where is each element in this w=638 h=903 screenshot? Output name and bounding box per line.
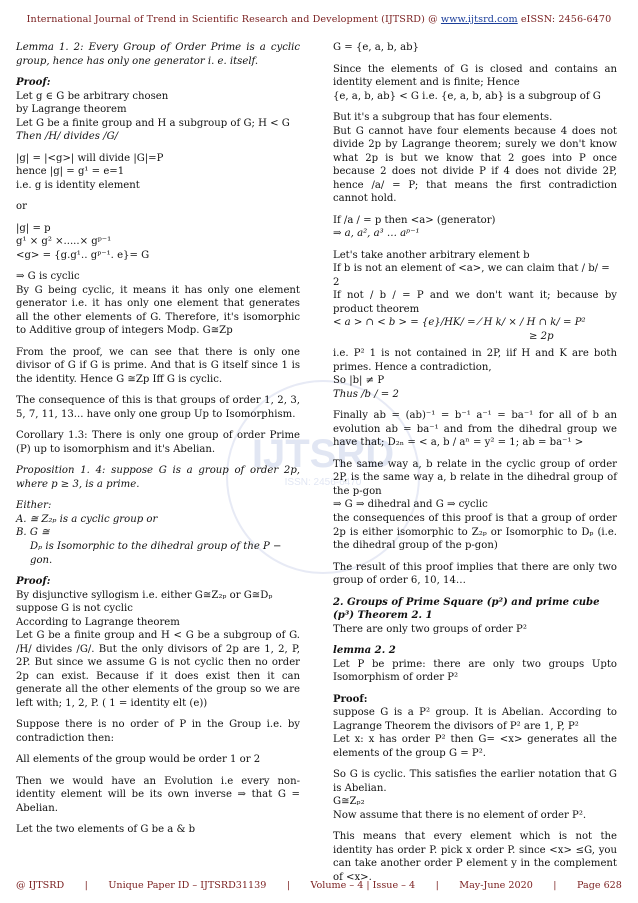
page-footer: @ IJTSRD | Unique Paper ID – IJTSRD31139 | Volume – 4 | Issue – 4 | May-June 2020 | Page 628 (16, 880, 622, 891)
proof-line: If b is not an element of <a>, we can claim that / b/ = 2 (333, 263, 610, 288)
paragraph: Then we would have an Evolution i.e every non-identity element will be its own inverse ⇒ that G = Abelian. (16, 775, 300, 814)
lemma-1-2: Lemma 1. 2: Every Group of Order Prime is a cyclic group, hence has only one generator i. e. itself. (16, 42, 300, 67)
lemma-2-2: lemma 2. 2 (333, 645, 396, 657)
journal-name: International Journal of Trend in Scientific Research and Development (IJTSRD) @ (26, 14, 441, 25)
paragraph: This means that every element which is not the identity has order P. pick x order P. since <x> ≤G, you can take another order P element y in the complement of <x>. (333, 831, 617, 883)
proof-line: {e, a, b, ab} < G i.e. {e, a, b, ab} is a subgroup of G (333, 90, 601, 102)
paragraph: i.e. P² 1 is not contained in 2P, iif H and K are both primes. Hence a contradiction, (333, 348, 617, 373)
left-column (16, 41, 300, 837)
paragraph: All elements of the group would be order 1 or 2 (16, 754, 261, 766)
footer-volume: Volume – 4 | Issue – 4 (310, 880, 416, 891)
equation: < a > ∩ < b > = {e}/HK/ = ⁄ H k/ × / H ∩ k/ = P² (333, 317, 586, 329)
right-column (333, 41, 617, 884)
paragraph: From the proof, we can see that there is only one divisor of G if G is prime. And that is G itself since 1 is the identity. Hence G ≅Zp Iff G is cyclic. (16, 346, 300, 385)
proof-title: Proof: (16, 77, 51, 89)
proof-line: So |b| ≠ P (333, 375, 385, 387)
proposition-1-4: Proposition 1. 4: suppose G is a group of order 2p, where p ≥ 3, is a prime. (16, 465, 300, 490)
proof-or: or (16, 201, 27, 213)
journal-header (0, 14, 638, 25)
proof-line: suppose G is not cyclic (16, 603, 133, 615)
paragraph: Finally ab = (ab)⁻¹ = b⁻¹ a⁻¹ = ba⁻¹ for all of b an evolution ab = ba⁻¹ and from the dihedral group we have that; D₂ₙ = < a, b / aⁿ = y² = 1; ab = ba⁻¹ > (333, 410, 617, 449)
proof-title: Proof: (333, 693, 368, 705)
proof-line: ⇒ G is cyclic (16, 271, 80, 283)
proof-line: Now assume that there is no element of order P². (333, 809, 587, 821)
paragraph: the consequences of this proof is that a group of order 2p is either isomorphic to Z₂ₚ or Isomorphic to Dₚ (i.e. the dihedral group of the p-gon) (333, 512, 617, 552)
paragraph: Let G be a finite group and H < G be a subgroup of G. /H/ divides /G/. But the only divisors of 2p are 1, 2, P, 2P. But since we assume G is not cyclic then no order 2p can exist. Because if it does exist then it can generate all the other elements of the group so we are left with; 1, 2, P. ( 1 = identity elt (e)) (16, 630, 300, 709)
journal-site-link[interactable]: www.ijtsrd.com (440, 14, 518, 25)
equation: ≥ 2p (529, 330, 554, 342)
proof-line: g¹ × g² ×.....× gᵖ⁻¹ (16, 236, 112, 248)
option-b: B. G ≅ (16, 527, 50, 539)
proof-line: But it's a subgroup that has four elements. (333, 112, 553, 124)
paragraph: Let the two elements of G be a & b (16, 824, 196, 836)
paragraph: If not / b / = P and we don't want it; because by product theorem (333, 290, 617, 315)
either-label: Either: (16, 500, 52, 512)
paragraph: Suppose there is no order of P in the Group i.e. by contradiction then: (16, 719, 300, 744)
proof-line: G≅Zₚ₂ (333, 796, 365, 808)
watermark-issn: ISSN: 2456-6470 (284, 477, 362, 488)
proof-line: i.e. g is identity element (16, 179, 140, 191)
journal-issn: eISSN: 2456-6470 (517, 14, 612, 25)
footer-date: May-June 2020 (459, 880, 533, 891)
corollary-1-3: Corollary 1.3: There is only one group of order Prime (P) up to isomorphism and it's Abelian. (16, 430, 300, 455)
paragraph: By G being cyclic, it means it has only one element generator i.e. it has only one element that generates all the other elements of G. Therefore, it's isomorphic to Additive group of integers Modp. G≅Zp (16, 284, 300, 337)
option-a: A. ≅ Z₂ₚ is a cyclic group or (16, 513, 158, 525)
proof-line: |g| = |<g>| will divide |G|=P (16, 152, 164, 164)
option-b-cont: Dₚ is Isomorphic to the dihedral group of the P − gon. (30, 540, 282, 566)
paragraph: Let P be prime: there are only two groups Upto Isomorphism of order P² (333, 658, 617, 684)
paragraph: Let x: x has order P² then G= <x> generates all the elements of the group G = P². (333, 734, 617, 759)
paragraph: The same way a, b relate in the cyclic group of order 2P, is the same way a, b relate in the dihedral group of the p-gon (333, 458, 617, 497)
proof-line: Let g ∈ G be arbitrary chosen (16, 90, 169, 102)
proof-line: |g| = p (16, 222, 51, 234)
proof-title: Proof: (16, 576, 51, 588)
proof-line: Then /H/ divides /G/ (16, 131, 119, 143)
proof-line: ⇒ G ⇒ dihedral and G ⇒ cyclic (333, 499, 488, 511)
proof-line: According to Lagrange theorem (16, 616, 180, 628)
footer-page-number: Page 628 (576, 880, 622, 891)
proof-line: If /a / = p then <a> (generator) (333, 214, 496, 226)
paragraph: But G cannot have four elements because 4 does not divide 2p by Lagrange theorem; surely we don't know what 2p is but we know that 2 goes into P once because 2 does not divide P if 4 does not divide 2P, hence /a/ = P; that means the first contradiction cannot hold. (333, 125, 617, 205)
proof-line: There are only two groups of order P² (333, 623, 527, 635)
paragraph: So G is cyclic. This satisfies the earlier notation that G is Abelian. (333, 769, 617, 794)
paragraph: The result of this proof implies that there are only two group of order 6, 10, 14… (333, 561, 617, 587)
proof-line: By disjunctive syllogism i.e. either G≅Z₂ₚ or G≅Dₚ (16, 589, 273, 601)
equation: Thus /b / = 2 (333, 388, 399, 400)
proof-line: Let G be a finite group and H a subgroup of G; H < G (16, 117, 290, 129)
paragraph: The consequence of this is that groups of order 1, 2, 3, 5, 7, 11, 13... have only one group Up to Isomorphism. (16, 395, 300, 420)
proof-line: by Lagrange theorem (16, 104, 127, 116)
proof-line: hence |g| = g¹ = e=1 (16, 166, 125, 178)
proof-line: Let's take another arbitrary element b (333, 249, 530, 261)
paragraph: Since the elements of G is closed and contains an identity element and is finite; Hence (333, 63, 617, 89)
watermark-title: IJTSRD (251, 432, 395, 476)
footer-ijtsrd: @ IJTSRD (16, 880, 65, 891)
section-2-heading: 2. Groups of Prime Square (p²) and prime cube (p³) Theorem 2. 1 (333, 596, 600, 622)
footer-paper-id: Unique Paper ID – IJTSRD31139 (108, 880, 267, 891)
proof-line: <g> = {g.g¹‥ gᵖ⁻¹. e}= G (16, 249, 150, 261)
set-g: G = {e, a, b, ab} (333, 42, 419, 53)
paragraph: suppose G is a P² group. It is Abelian. According to Lagrange Theorem the divisors of P² are 1, P, P² (333, 707, 617, 732)
equation: ⇒ a, a², a³ … aᵖ⁻¹ (333, 228, 420, 240)
